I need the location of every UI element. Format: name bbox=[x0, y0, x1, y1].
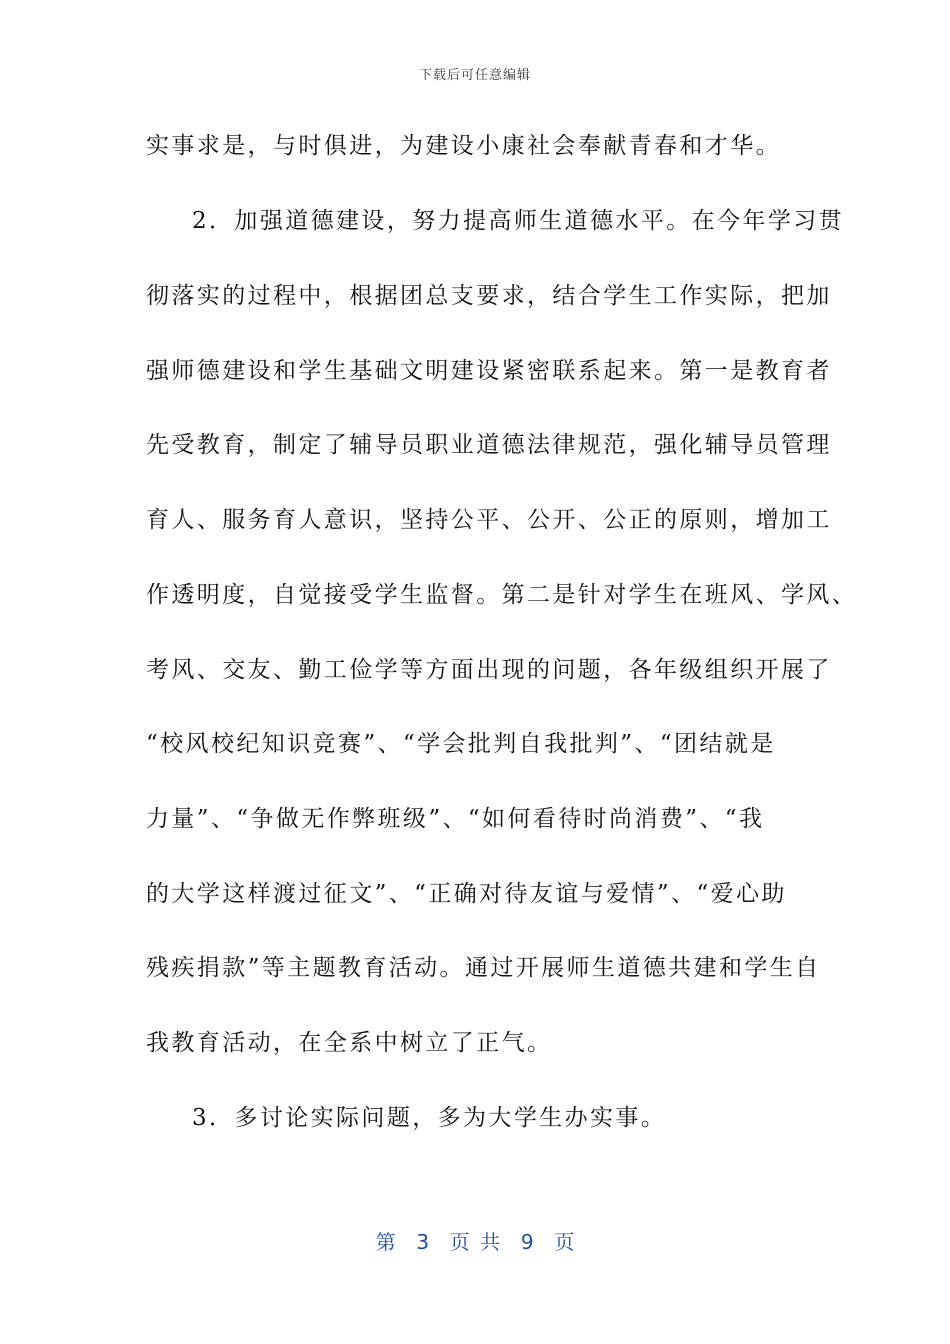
paragraph-line: 育人、服务育人意识，坚持公平、公开、公正的原则，增加工 bbox=[146, 507, 832, 533]
paragraph-line: 我教育活动，在全系中树立了正气。 bbox=[146, 1030, 553, 1056]
page-number: 第 3 页 共 9 页 bbox=[375, 1230, 575, 1254]
paragraph-line: 的大学这样渡过征文”、“正确对待友谊与爱情”、“爱心助 bbox=[146, 881, 787, 907]
page-header: 下载后可任意编辑 bbox=[418, 68, 531, 83]
paragraph-line: 残疾捐款”等主题教育活动。通过开展师生道德共建和学生自 bbox=[146, 955, 821, 981]
paragraph-line: 彻落实的过程中，根据团总支要求，结合学生工作实际，把加 bbox=[146, 283, 832, 309]
paragraph-line: “校风校纪知识竞赛”、“学会批判自我批判”、“团结就是 bbox=[146, 731, 776, 757]
paragraph-line: 2．加强道德建设，努力提高师生道德水平。在今年学习贯 bbox=[192, 208, 845, 234]
paragraph-line: 先受教育，制定了辅导员职业道德法律规范，强化辅导员管理 bbox=[146, 432, 832, 458]
paragraph-line: 考风、交友、勤工俭学等方面出现的问题，各年级组织开展了 bbox=[146, 657, 832, 683]
paragraph-line: 实事求是，与时俱进，为建设小康社会奉献青春和才华。 bbox=[146, 133, 781, 159]
paragraph-line: 力量”、“争做无作弊班级”、“如何看待时尚消费”、“我 bbox=[146, 806, 765, 832]
paragraph-line: 作透明度，自觉接受学生监督。第二是针对学生在班风、学风、 bbox=[146, 582, 858, 608]
paragraph-line: 3．多讨论实际问题，多为大学生办实事。 bbox=[192, 1105, 667, 1131]
page-footer bbox=[0, 1226, 950, 1255]
paragraph-line: 强师德建设和学生基础文明建设紧密联系起来。第一是教育者 bbox=[146, 358, 832, 384]
